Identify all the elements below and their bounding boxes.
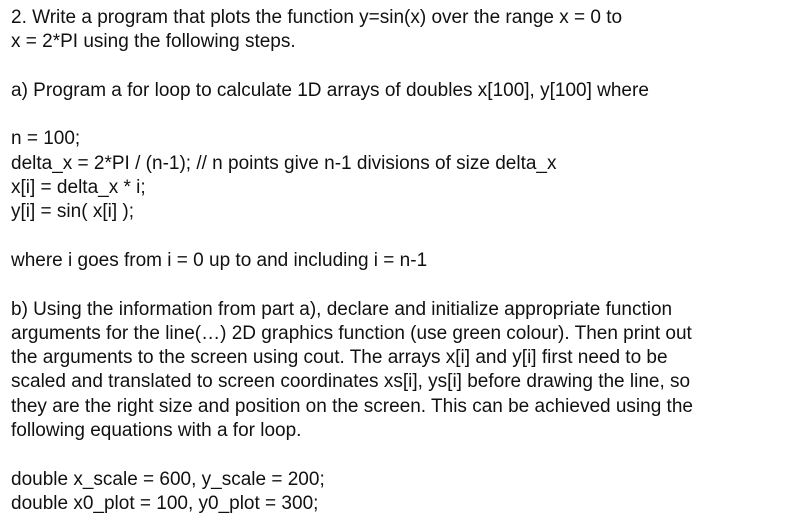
part-b-line-5: they are the right size and position on the screen. This can be achieved using the	[11, 395, 693, 417]
part-a-code-line-3: x[i] = delta_x * i;	[11, 177, 146, 199]
part-a-code-line-1: n = 100;	[11, 128, 81, 150]
spacer	[11, 225, 793, 249]
part-b-line-2: arguments for the line(…) 2D graphics function (use green colour). Then print out	[11, 322, 692, 344]
part-a-code-line-2: delta_x = 2*PI / (n-1); // n points give n-1 divisions of size delta_x	[11, 152, 557, 174]
part-b-line-1: b) Using the information from part a), declare and initialize appropriate function	[11, 298, 673, 320]
part-b-code-line-1: double x_scale = 600, y_scale = 200;	[11, 468, 325, 490]
intro-line-2: x = 2*PI using the following steps.	[11, 31, 296, 53]
intro-line-1: 2. Write a program that plots the function y=sin(x) over the range x = 0 to	[11, 7, 623, 28]
part-b-line-6: following equations with a for loop.	[11, 420, 302, 442]
part-b-code-line-2: double x0_plot = 100, y0_plot = 300;	[11, 492, 319, 514]
part-b-line-3: the arguments to the screen using cout. The arrays x[i] and y[i] first need to be	[11, 347, 668, 369]
spacer	[11, 273, 793, 297]
spacer	[11, 103, 793, 127]
spacer	[11, 443, 793, 467]
part-a-heading: a) Program a for loop to calculate 1D arrays of doubles x[100], y[100] where	[11, 79, 649, 101]
document-body	[11, 6, 793, 516]
spacer	[11, 55, 793, 79]
part-a-code-line-4: y[i] = sin( x[i] );	[11, 201, 134, 223]
part-a-note: where i goes from i = 0 up to and including i = n-1	[11, 249, 428, 271]
part-b-line-4: scaled and translated to screen coordinates xs[i], ys[i] before drawing the line, so	[11, 371, 691, 393]
